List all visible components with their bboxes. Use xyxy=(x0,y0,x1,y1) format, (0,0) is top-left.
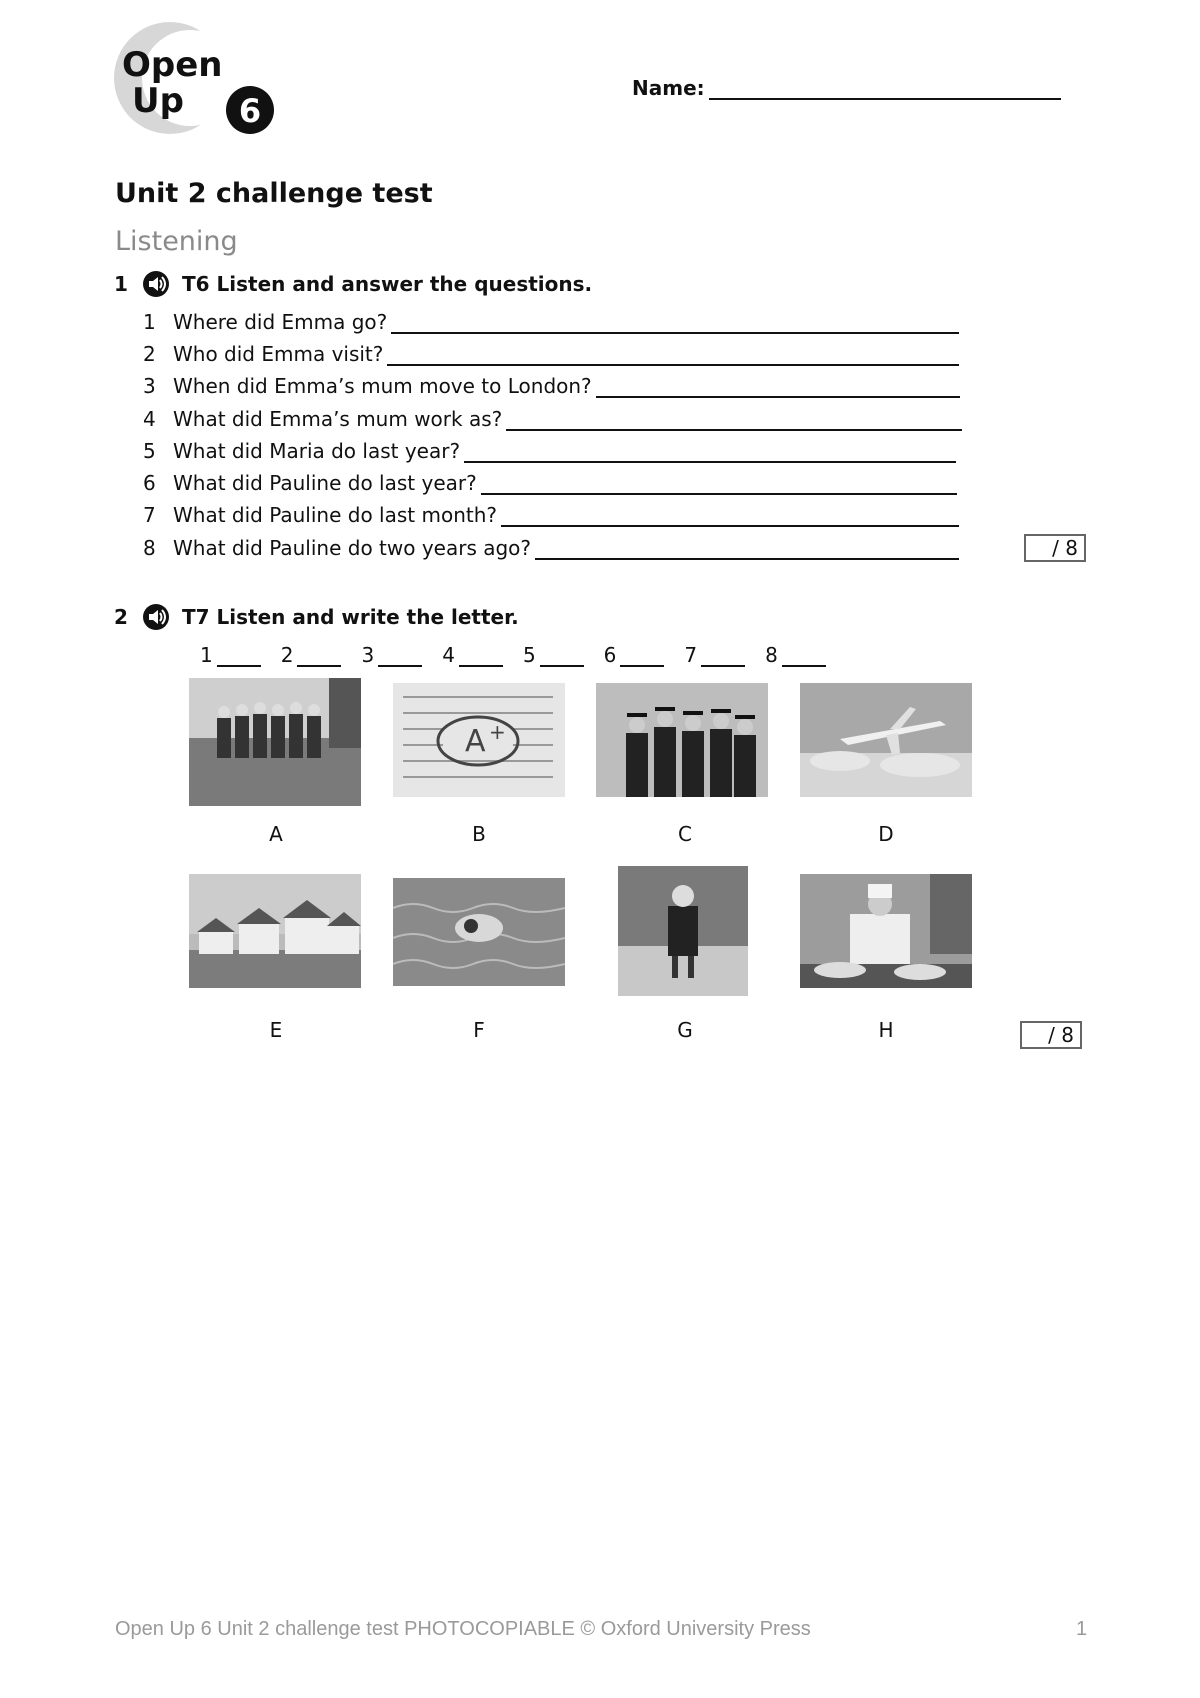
answer-line-5[interactable] xyxy=(464,443,956,463)
audio-icon xyxy=(142,603,170,631)
exercise1-number: 1 xyxy=(114,272,128,296)
question-1: 1 Where did Emma go? xyxy=(143,310,959,334)
picture-f-swimmer xyxy=(393,878,565,986)
name-field xyxy=(632,76,1061,100)
picture-label-c: C xyxy=(678,822,692,846)
name-line[interactable] xyxy=(709,76,1061,100)
question-2: 2 Who did Emma visit? xyxy=(143,342,959,366)
picture-label-f: F xyxy=(473,1018,485,1042)
picture-e-houses xyxy=(189,874,361,988)
score-box-2[interactable]: / 8 xyxy=(1020,1021,1082,1049)
answer-blank-2[interactable]: 2 xyxy=(281,643,342,667)
picture-b-test-grade xyxy=(393,683,565,797)
exercise1-instruction: T6 Listen and answer the questions. xyxy=(182,272,593,296)
name-label: Name: xyxy=(632,76,705,100)
answer-line-7[interactable] xyxy=(501,507,959,527)
answer-line-3[interactable] xyxy=(596,378,960,398)
answer-blank-3[interactable]: 3 xyxy=(361,643,422,667)
question-7: 7 What did Pauline do last month? xyxy=(143,503,959,527)
svg-text:A: A xyxy=(465,724,486,759)
svg-text:+: + xyxy=(489,720,506,744)
answer-line-8[interactable] xyxy=(535,540,959,560)
answer-blank-1[interactable]: 1 xyxy=(200,643,261,667)
question-6: 6 What did Pauline do last year? xyxy=(143,471,957,495)
logo-line2: Up xyxy=(132,81,184,121)
page-number: 1 xyxy=(1076,1618,1088,1640)
picture-label-a: A xyxy=(269,822,283,846)
answer-blank-6[interactable]: 6 xyxy=(604,643,665,667)
picture-label-b: B xyxy=(472,822,486,846)
picture-h-chef xyxy=(800,874,972,988)
answer-blank-7[interactable]: 7 xyxy=(684,643,745,667)
answer-line-4[interactable] xyxy=(506,411,962,431)
question-8: 8 What did Pauline do two years ago? xyxy=(143,536,959,560)
audio-icon xyxy=(142,270,170,298)
answer-blank-4[interactable]: 4 xyxy=(442,643,503,667)
footer-text: Open Up 6 Unit 2 challenge test PHOTOCOPIABLE © Oxford University Press xyxy=(115,1618,811,1640)
answer-blank-5[interactable]: 5 xyxy=(523,643,584,667)
answer-blank-8[interactable]: 8 xyxy=(765,643,826,667)
picture-label-h: H xyxy=(878,1018,894,1042)
answer-line-6[interactable] xyxy=(481,475,957,495)
section-heading: Listening xyxy=(115,226,238,257)
question-3: 3 When did Emma’s mum move to London? xyxy=(143,374,960,398)
picture-label-g: G xyxy=(677,1018,693,1042)
picture-d-airplane xyxy=(800,683,972,797)
exercise1-heading xyxy=(114,270,592,298)
picture-g-schoolgirl xyxy=(618,866,748,996)
picture-c-graduates xyxy=(596,683,768,797)
score-box-1[interactable]: / 8 xyxy=(1024,534,1086,562)
page-title: Unit 2 challenge test xyxy=(115,178,433,209)
picture-label-d: D xyxy=(878,822,894,846)
exercise2-number: 2 xyxy=(114,605,128,629)
picture-label-e: E xyxy=(269,1018,283,1042)
question-5: 5 What did Maria do last year? xyxy=(143,439,956,463)
logo-level: 6 xyxy=(238,92,262,130)
picture-a-football-team xyxy=(189,678,361,806)
answer-line-2[interactable] xyxy=(387,346,959,366)
question-4: 4 What did Emma’s mum work as? xyxy=(143,407,962,431)
answer-line-1[interactable] xyxy=(391,314,959,334)
exercise2-heading xyxy=(114,603,519,631)
logo-line1: Open xyxy=(122,45,223,85)
exercise2-instruction: T7 Listen and write the letter. xyxy=(182,605,519,629)
answer-blanks xyxy=(200,643,846,667)
open-up-logo xyxy=(112,20,284,138)
